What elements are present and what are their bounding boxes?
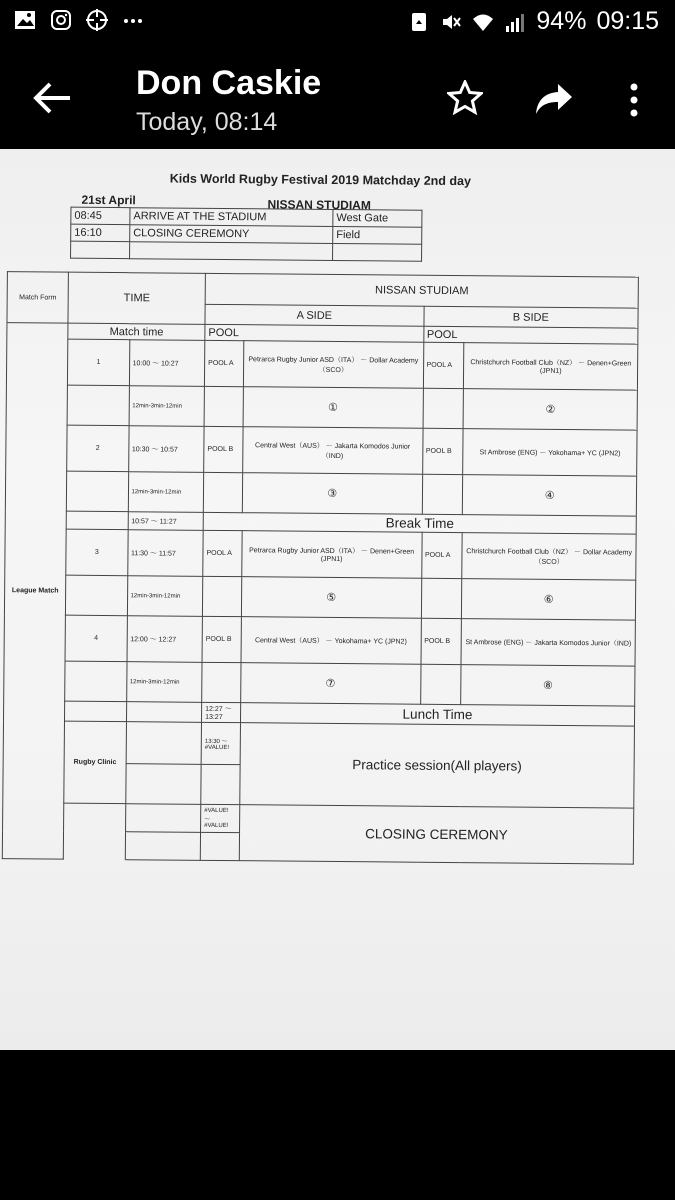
vs-dash: － bbox=[361, 548, 369, 556]
vs-dash: － bbox=[325, 637, 333, 645]
venue-header: NISSAN STUDIAM bbox=[205, 273, 638, 308]
empty-cell bbox=[125, 832, 201, 861]
b-team-2: Denen+Green (JPN1) bbox=[539, 360, 632, 375]
status-bar bbox=[0, 0, 675, 44]
vs-dash: － bbox=[574, 548, 582, 556]
closing-time: #VALUE! ～ #VALUE! bbox=[201, 804, 240, 832]
a-side-header: A SIDE bbox=[205, 304, 424, 326]
empty-cell bbox=[422, 474, 463, 514]
star-icon[interactable] bbox=[447, 80, 483, 116]
vs-dash: － bbox=[325, 442, 333, 450]
vs-dash: － bbox=[539, 449, 547, 457]
vs-dash: － bbox=[525, 639, 533, 647]
a-team-2: Jakarta Komodos Junior（IND) bbox=[321, 442, 411, 460]
a-pool: POOL A bbox=[204, 340, 243, 386]
instagram-icon bbox=[50, 9, 72, 31]
a-pool: POOL B bbox=[204, 426, 243, 472]
b-match-number: ⑧ bbox=[461, 665, 635, 707]
empty-cell bbox=[125, 764, 201, 805]
clinic-time: 13:30 ～ #VALUE! bbox=[201, 722, 240, 764]
empty-cell bbox=[201, 764, 240, 804]
b-team-1: Christchurch Football Club（NZ） bbox=[470, 359, 577, 368]
b-match-number: ② bbox=[463, 389, 637, 431]
app-bar bbox=[0, 44, 675, 148]
schedule-table bbox=[2, 271, 639, 864]
a-team-2: Yokohama+ YC (JPN2) bbox=[334, 637, 407, 646]
a-team-1: Petrarca Rugby Junior ASD（ITA） bbox=[249, 547, 360, 556]
b-pool: POOL B bbox=[421, 618, 462, 664]
sender-name: Don Caskie bbox=[136, 64, 322, 102]
document-venue: NISSAN STUDIAM bbox=[267, 197, 371, 213]
match-form-header: Match Form bbox=[7, 272, 69, 324]
a-match-number: ⑦ bbox=[241, 663, 421, 705]
empty-cell bbox=[66, 511, 127, 530]
b-match-number: ④ bbox=[463, 475, 637, 517]
empty-cell bbox=[204, 386, 243, 426]
empty-cell bbox=[420, 664, 461, 704]
match-duration: 12min-3min-12min bbox=[128, 472, 204, 513]
empty-cell bbox=[126, 722, 202, 765]
b-team-2: Jakarta Komodos Junior（IND) bbox=[534, 639, 632, 648]
empty-cell bbox=[423, 388, 464, 428]
closing-ceremony: CLOSING CEREMONY bbox=[239, 805, 634, 864]
empty-cell bbox=[202, 662, 241, 702]
b-team-1: St Ambrose (ENG) bbox=[465, 638, 524, 647]
empty-cell bbox=[67, 385, 129, 426]
b-team-1: Christchurch Football Club（NZ） bbox=[466, 547, 573, 556]
a-pool: POOL A bbox=[203, 530, 242, 576]
crosshair-icon bbox=[86, 9, 108, 31]
recycle-icon bbox=[408, 11, 430, 33]
b-team-1: St Ambrose (ENG) bbox=[479, 448, 538, 457]
a-team-1: Central West（AUS） bbox=[255, 441, 324, 450]
vs-dash: － bbox=[360, 356, 368, 364]
mute-icon bbox=[440, 11, 462, 33]
lunch-label: Lunch Time bbox=[240, 703, 634, 726]
league-match-label: League Match bbox=[2, 323, 68, 860]
match-time: 10:30 ～ 10:57 bbox=[128, 426, 204, 473]
schedule-photo[interactable] bbox=[0, 149, 675, 1050]
b-fixture bbox=[463, 429, 637, 477]
a-team-1: Central West（AUS） bbox=[254, 636, 324, 645]
empty-cell bbox=[66, 575, 128, 616]
a-team-2: Denen+Green (JPN1) bbox=[320, 548, 415, 564]
message-timestamp: Today, 08:14 bbox=[136, 108, 278, 136]
document-date: 21st April bbox=[81, 192, 136, 208]
b-fixture bbox=[464, 343, 638, 391]
clock: 09:15 bbox=[596, 7, 659, 35]
empty-cell bbox=[71, 241, 130, 259]
b-team-2: Yokohama+ YC (JPN2) bbox=[548, 449, 621, 457]
gallery-icon bbox=[14, 9, 36, 31]
empty-cell bbox=[130, 242, 333, 261]
vs-dash: － bbox=[578, 360, 586, 368]
a-fixture bbox=[243, 427, 423, 475]
closing-time-top: 16:10 bbox=[71, 224, 130, 242]
break-label: Break Time bbox=[203, 512, 636, 534]
blank-cell bbox=[64, 803, 125, 832]
battery-percent: 94% bbox=[536, 7, 587, 35]
more-notifications-icon bbox=[122, 9, 144, 31]
closing-event-top: CLOSING CEREMONY bbox=[130, 225, 333, 244]
rugby-clinic-label: Rugby Clinic bbox=[64, 721, 126, 804]
overflow-menu-icon[interactable] bbox=[624, 82, 644, 118]
match-duration: 12min-3min-12min bbox=[126, 662, 202, 703]
empty-cell bbox=[200, 832, 239, 860]
match-time: 10:00 ～ 10:27 bbox=[129, 340, 205, 387]
share-icon[interactable] bbox=[534, 82, 574, 116]
a-pool-header: POOL bbox=[205, 324, 424, 342]
match-duration: 12min-3min-12min bbox=[129, 386, 205, 427]
b-pool-header: POOL bbox=[423, 326, 638, 344]
b-pool: POOL B bbox=[422, 428, 463, 474]
practice-session: Practice session(All players) bbox=[240, 723, 635, 808]
match-duration: 12min-3min-12min bbox=[127, 576, 203, 617]
b-fixture bbox=[461, 619, 635, 667]
time-header: TIME bbox=[68, 272, 205, 324]
a-fixture bbox=[242, 531, 422, 579]
arrival-table bbox=[70, 207, 422, 262]
match-time-header: Match time bbox=[68, 323, 205, 340]
match-time: 11:30 ～ 11:57 bbox=[127, 530, 203, 577]
bottom-black-area bbox=[0, 1050, 675, 1200]
a-match-number: ⑤ bbox=[241, 577, 421, 619]
match-number: 4 bbox=[65, 615, 127, 662]
closing-place-top: Field bbox=[333, 226, 422, 244]
signal-icon bbox=[504, 11, 526, 33]
back-arrow-icon[interactable] bbox=[30, 78, 74, 118]
schedule-sheet bbox=[0, 149, 675, 1050]
empty-cell bbox=[125, 804, 201, 833]
wifi-icon bbox=[472, 11, 494, 33]
b-pool: POOL A bbox=[421, 532, 462, 578]
blank-cell bbox=[64, 831, 125, 860]
document-title: Kids World Rugby Festival 2019 Matchday 2nd day bbox=[169, 171, 472, 189]
break-time: 10:57 ～ 11:27 bbox=[128, 512, 204, 531]
match-number: 1 bbox=[68, 339, 130, 386]
a-match-number: ① bbox=[243, 387, 423, 429]
empty-cell bbox=[333, 243, 422, 261]
a-fixture bbox=[243, 341, 423, 389]
match-number: 2 bbox=[67, 425, 129, 472]
a-pool: POOL B bbox=[202, 616, 241, 662]
match-number: 3 bbox=[66, 529, 128, 576]
b-pool: POOL A bbox=[423, 342, 464, 388]
empty-cell bbox=[421, 578, 462, 618]
empty-cell bbox=[65, 701, 126, 722]
arrive-place: West Gate bbox=[333, 209, 422, 227]
b-side-header: B SIDE bbox=[423, 306, 638, 328]
b-team-2: Dollar Academy（SCO） bbox=[534, 548, 633, 566]
a-fixture bbox=[241, 617, 421, 665]
empty-cell bbox=[203, 472, 242, 512]
match-time: 12:00 ～ 12:27 bbox=[127, 616, 203, 663]
b-fixture bbox=[462, 533, 636, 581]
a-team-1: Petrarca Rugby Junior ASD（ITA） bbox=[248, 355, 359, 364]
empty-cell bbox=[65, 661, 127, 702]
arrive-time: 08:45 bbox=[71, 207, 130, 225]
empty-cell bbox=[67, 471, 129, 512]
empty-cell bbox=[202, 576, 241, 616]
a-team-2: Dollar Academy（SCO） bbox=[318, 356, 419, 374]
empty-cell bbox=[126, 702, 202, 723]
a-match-number: ③ bbox=[242, 473, 422, 515]
b-match-number: ⑥ bbox=[462, 579, 636, 621]
lunch-time: 12:27 ～ 13:27 bbox=[202, 702, 241, 722]
arrive-event: ARRIVE AT THE STADIUM bbox=[130, 208, 333, 227]
